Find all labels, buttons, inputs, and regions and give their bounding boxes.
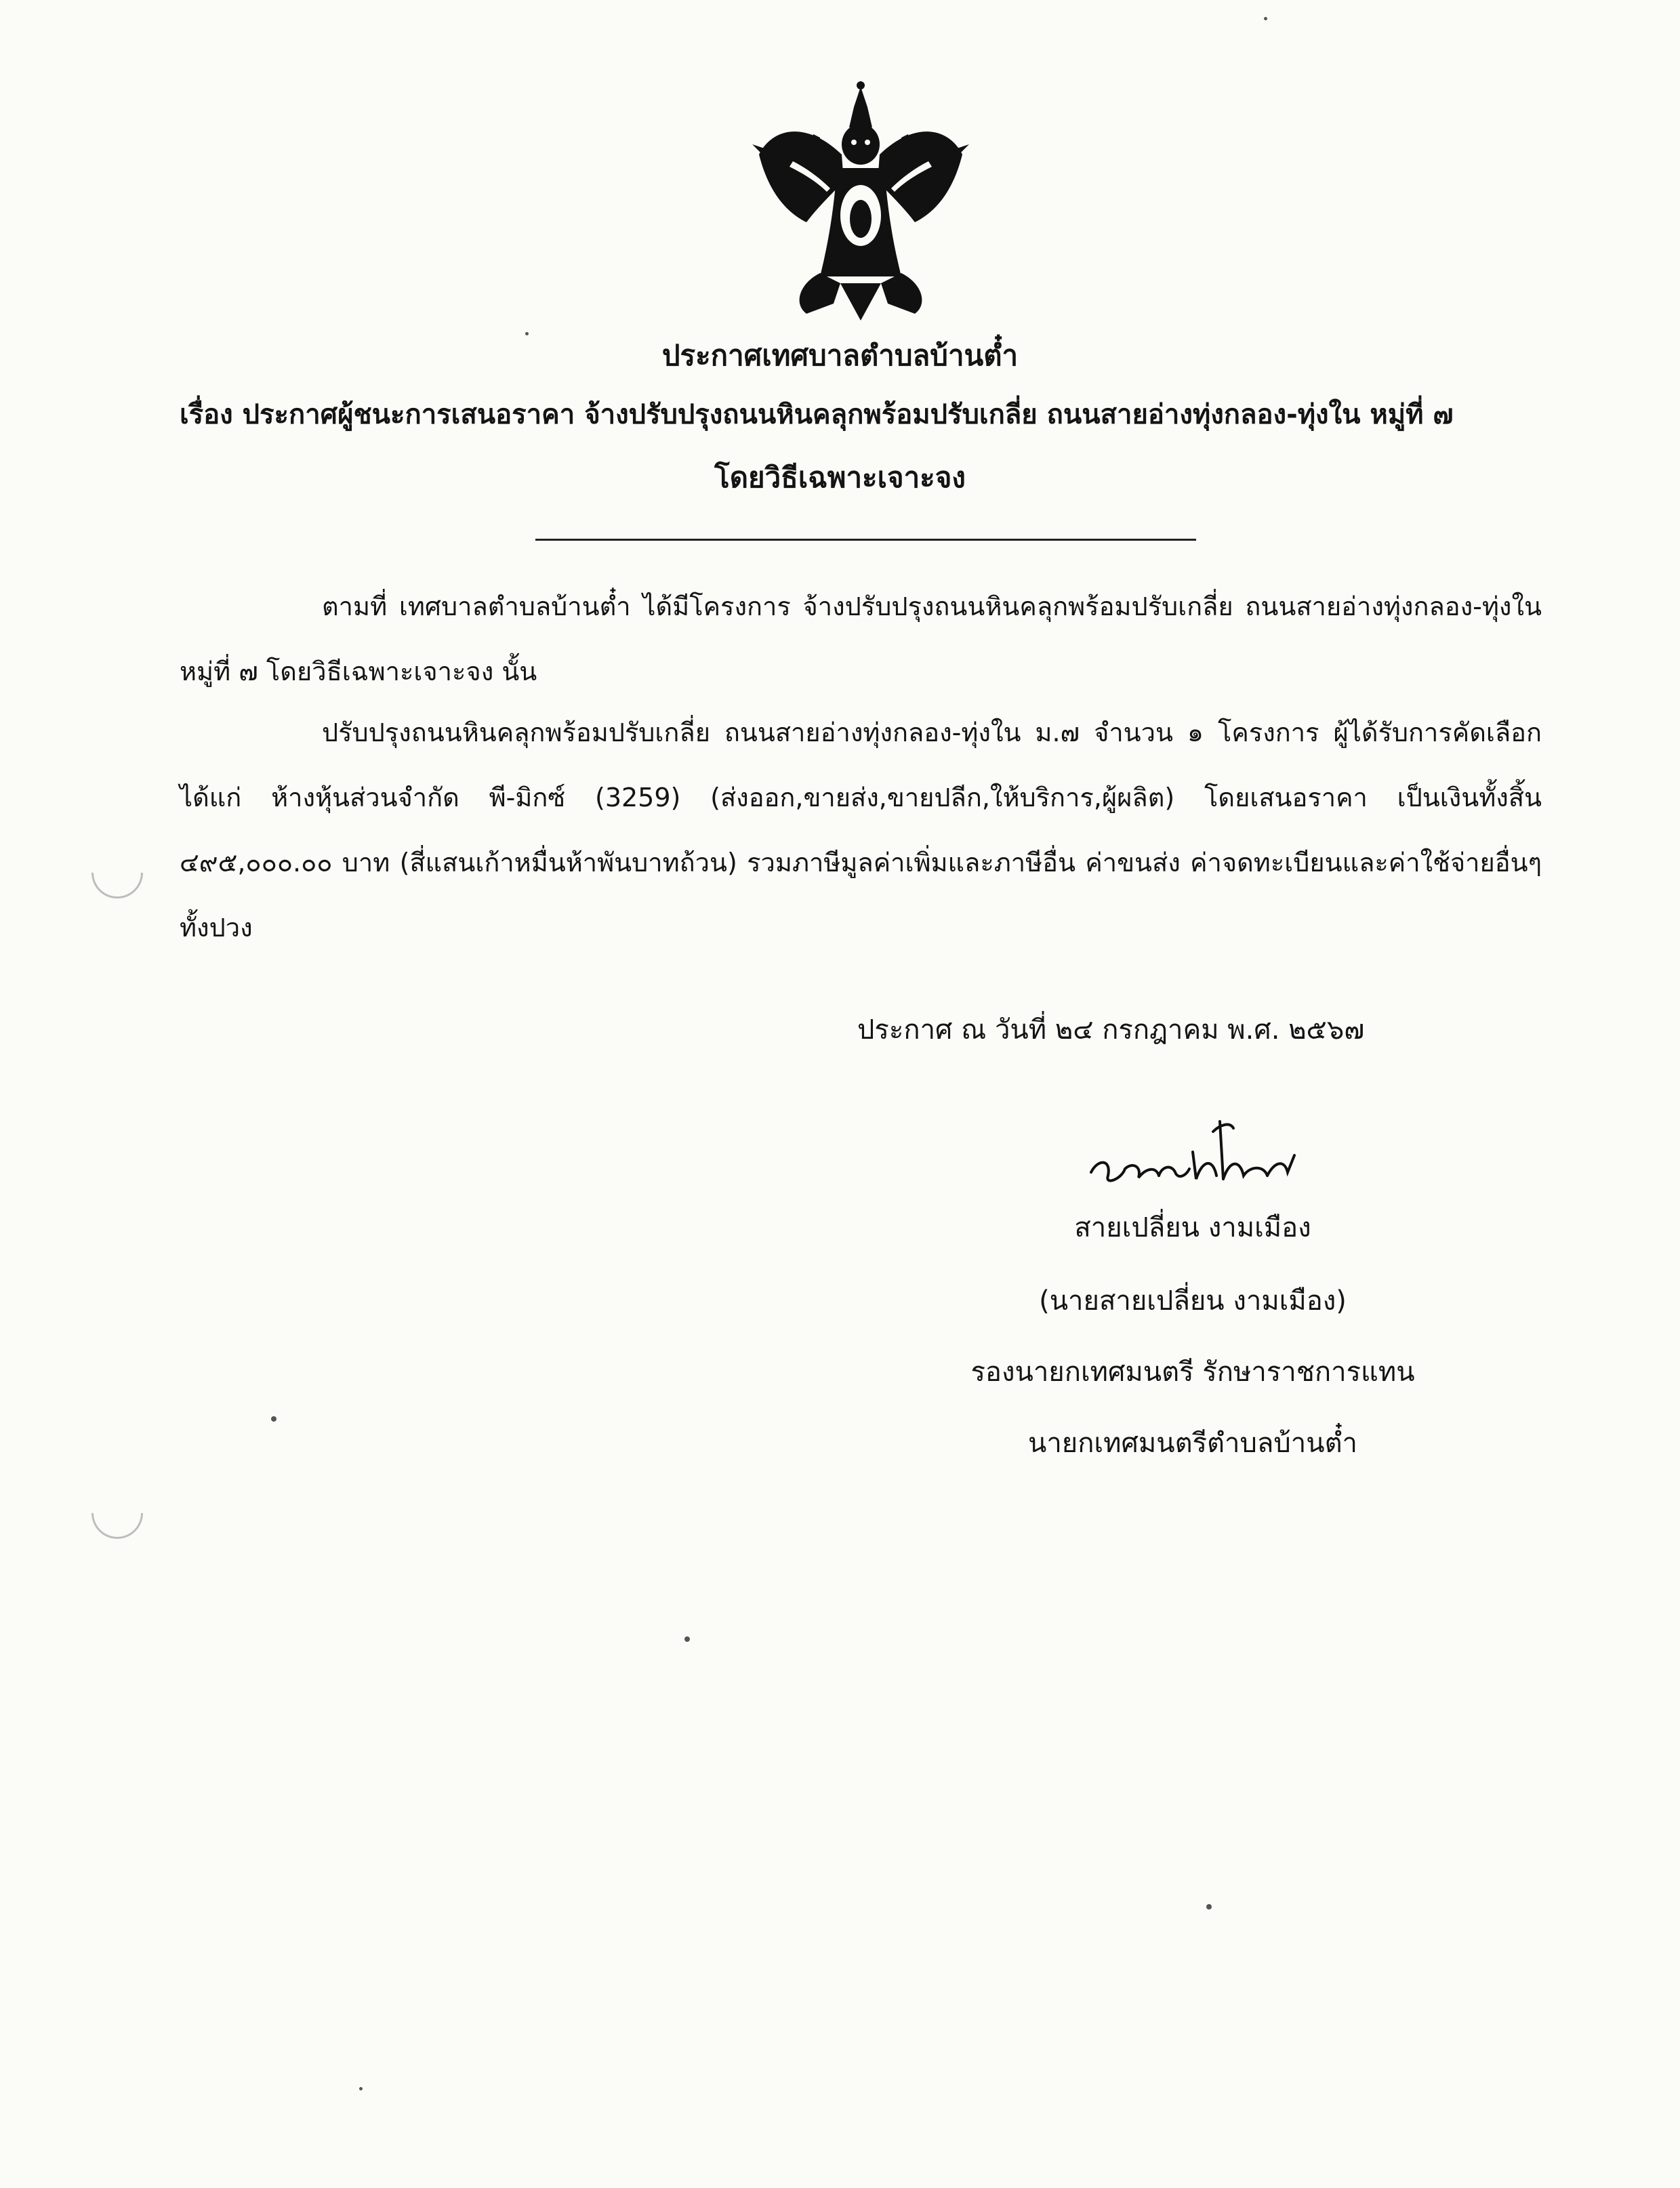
scan-speck	[1264, 17, 1267, 20]
signer-office: นายกเทศมนตรีตำบลบ้านต๋ำ	[1027, 1428, 1358, 1459]
procurement-method: โดยวิธีเฉพาะเจาะจง	[714, 461, 966, 494]
handwritten-signature	[1084, 1111, 1315, 1199]
announcement-title: ประกาศเทศบาลตำบลบ้านต๋ำ	[661, 339, 1019, 372]
scan-speck	[525, 332, 529, 335]
announcement-date: ประกาศ ณ วันที่ ๒๔ กรกฎาคม พ.ศ. ๒๕๖๗	[857, 1014, 1365, 1046]
announcement-subject: เรื่อง ประกาศผู้ชนะการเสนอราคา จ้างปรับปรุงถนนหินคลุกพร้อมปรับเกลี่ย ถนนสายอ่างทุ่งกลอง-ทุ่งใน หมู่ที่ ๗	[180, 399, 1454, 430]
signer-position: รองนายกเทศมนตรี รักษาราชการแทน	[970, 1357, 1415, 1388]
punch-hole-shadow	[81, 1477, 153, 1549]
scan-speck	[359, 2087, 363, 2090]
scan-speck	[684, 1636, 690, 1642]
signer-name: สายเปลี่ยน งามเมือง	[1074, 1212, 1311, 1243]
body-paragraph-2: ปรับปรุงถนนหินคลุกพร้อมปรับเกลี่ย ถนนสายอ่างทุ่งกลอง-ทุ่งใน ม.๗ จำนวน ๑ โครงการ ผู้ได้รับการคัดเลือก ได้แก่ ห้างหุ้นส่วนจำกัด พี-มิกซ์ (3259) (ส่งออก,ขายส่ง,ขายปลีก,ให้บริการ,ผู้ผลิต) โดยเสนอราคา เป็นเงินทั้งสิ้น ๔๙๕,๐๐๐.๐๐ บาท (สี่แสนเก้าหมื่นห้าพันบาทถ้วน) รวมภาษีมูลค่าเพิ่มและภาษีอื่น ค่าขนส่ง ค่าจดทะเบียนและค่าใช้จ่ายอื่นๆ ทั้งปวง	[180, 718, 1542, 943]
scan-speck	[1206, 1904, 1212, 1910]
body-paragraph-1: ตามที่ เทศบาลตำบลบ้านต๋ำ ได้มีโครงการ จ้างปรับปรุงถนนหินคลุกพร้อมปรับเกลี่ย ถนนสายอ่างทุ่งกลอง-ทุ่งใน หมู่ที่ ๗ โดยวิธีเฉพาะเจาะจง นั้น	[180, 592, 1542, 686]
title-divider	[535, 539, 1196, 541]
garuda-emblem-icon	[752, 80, 969, 324]
signer-full-name: (นายสายเปลี่ยน งามเมือง)	[1039, 1285, 1347, 1317]
punch-hole-shadow	[81, 836, 153, 909]
scan-speck	[271, 1416, 276, 1422]
